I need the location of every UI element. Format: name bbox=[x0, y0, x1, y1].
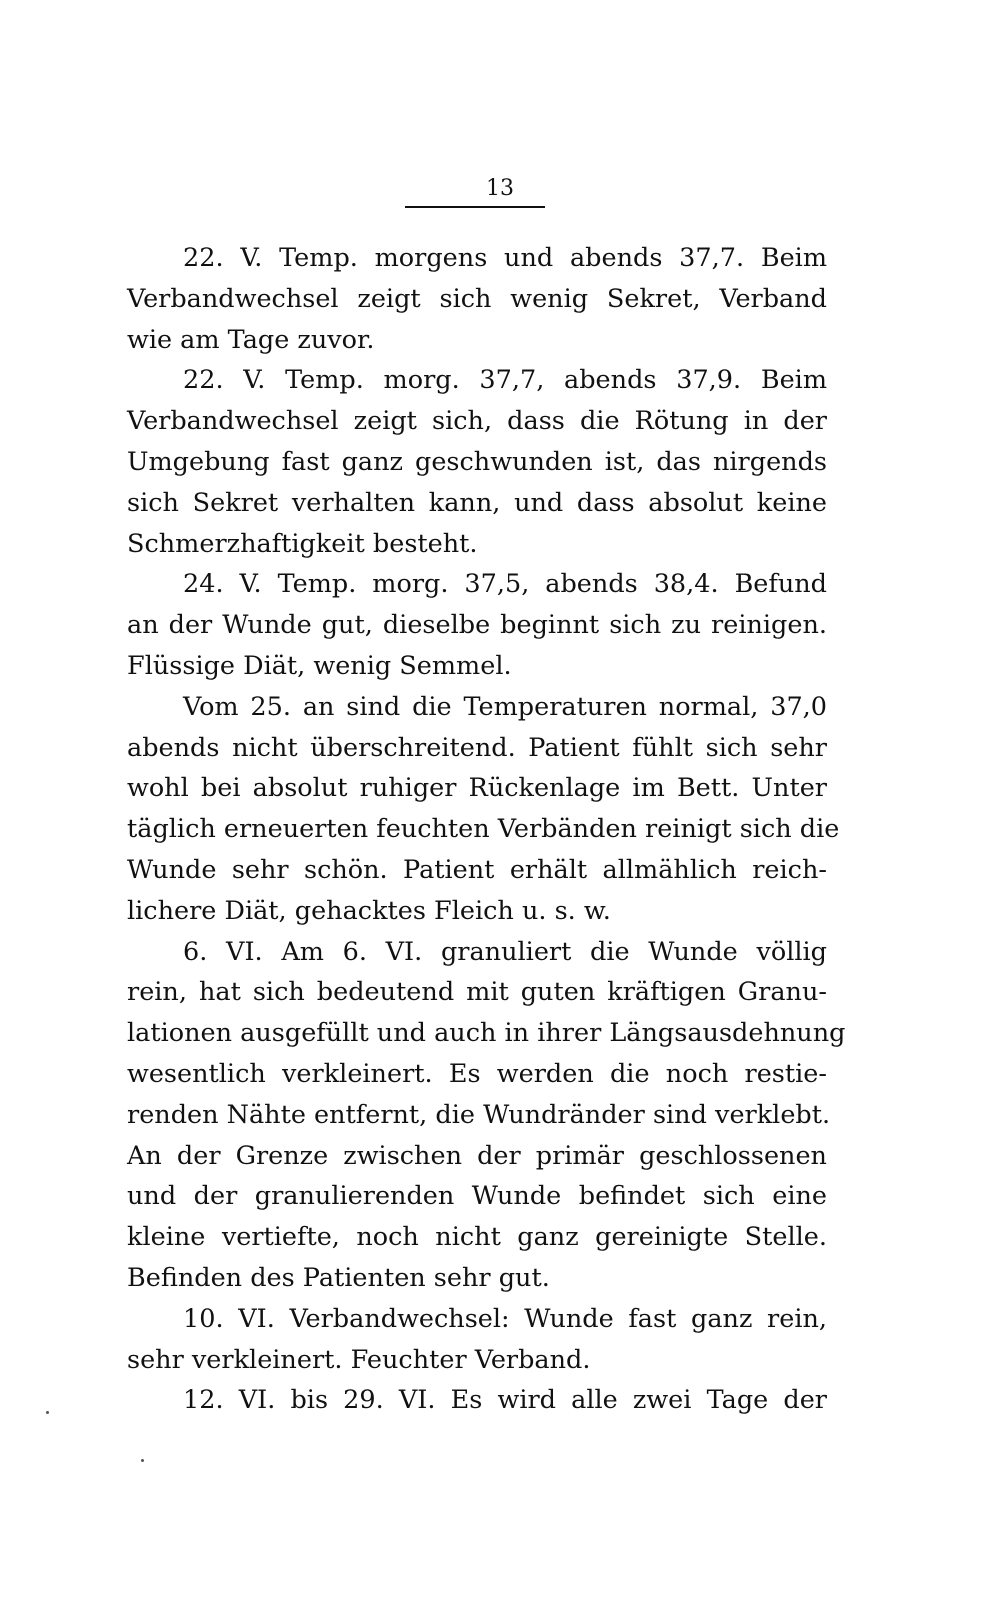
text-line: wohl bei absolut ruhiger Rückenlage im Bett. Unter bbox=[127, 773, 827, 804]
text-line: rein, hat sich bedeutend mit guten kräftigen Granu- bbox=[127, 977, 827, 1008]
scan-speck bbox=[46, 1411, 49, 1414]
text-line: 22. V. Temp. morg. 37,7, abends 37,9. Beim bbox=[183, 365, 827, 396]
text-line: abends nicht überschreitend. Patient fühlt sich sehr bbox=[127, 732, 827, 763]
text-line: 22. V. Temp. morgens und abends 37,7. Beim bbox=[183, 243, 827, 273]
text-line: Schmerzhaftigkeit besteht. bbox=[127, 528, 478, 559]
text-line: und der granulierenden Wunde befindet sich eine bbox=[127, 1181, 827, 1212]
text-line: wie am Tage zuvor. bbox=[127, 324, 375, 355]
text-line: Wunde sehr schön. Patient erhält allmählich reich- bbox=[127, 854, 827, 885]
text-line: wesentlich verkleinert. Es werden die noch restie- bbox=[127, 1058, 827, 1089]
text-line: lichere Diät, gehacktes Fleich u. s. w. bbox=[127, 895, 611, 926]
text-line: Verbandwechsel zeigt sich wenig Sekret, Verband bbox=[127, 283, 827, 314]
text-line: Umgebung fast ganz geschwunden ist, das nirgends bbox=[127, 446, 827, 477]
text-line: an der Wunde gut, dieselbe beginnt sich zu reinigen. bbox=[127, 610, 827, 641]
text-line: täglich erneuerten feuchten Verbänden reinigt sich die bbox=[127, 814, 840, 845]
text-line: Befinden des Patienten sehr gut. bbox=[127, 1262, 550, 1293]
body-text bbox=[127, 238, 846, 1421]
text-line: 10. VI. Verbandwechsel: Wunde fast ganz rein, bbox=[183, 1303, 827, 1334]
text-line: An der Grenze zwischen der primär geschlossenen bbox=[127, 1140, 827, 1171]
scan-speck bbox=[141, 1459, 144, 1462]
text-line: sehr verkleinert. Feuchter Verband. bbox=[127, 1344, 591, 1375]
text-line: Flüssige Diät, wenig Semmel. bbox=[127, 650, 512, 681]
text-line: kleine vertiefte, noch nicht ganz gereinigte Stelle. bbox=[127, 1222, 827, 1253]
text-line: 12. VI. bis 29. VI. Es wird alle zwei Tage der bbox=[183, 1385, 827, 1416]
text-line: Vom 25. an sind die Temperaturen normal, 37,0 bbox=[183, 691, 827, 722]
text-line: Verbandwechsel zeigt sich, dass die Rötung in der bbox=[127, 406, 827, 437]
page-number: 13 bbox=[486, 176, 514, 201]
text-line: 6. VI. Am 6. VI. granuliert die Wunde völlig bbox=[183, 936, 827, 967]
text-line: sich Sekret verhalten kann, und dass absolut keine bbox=[127, 487, 827, 518]
page-number-rule bbox=[405, 206, 545, 208]
text-line: lationen ausgefüllt und auch in ihrer Längsausdehnung bbox=[127, 1018, 846, 1049]
text-line: 24. V. Temp. morg. 37,5, abends 38,4. Befund bbox=[183, 569, 827, 600]
text-line: renden Nähte entfernt, die Wundränder sind verklebt. bbox=[127, 1099, 831, 1130]
